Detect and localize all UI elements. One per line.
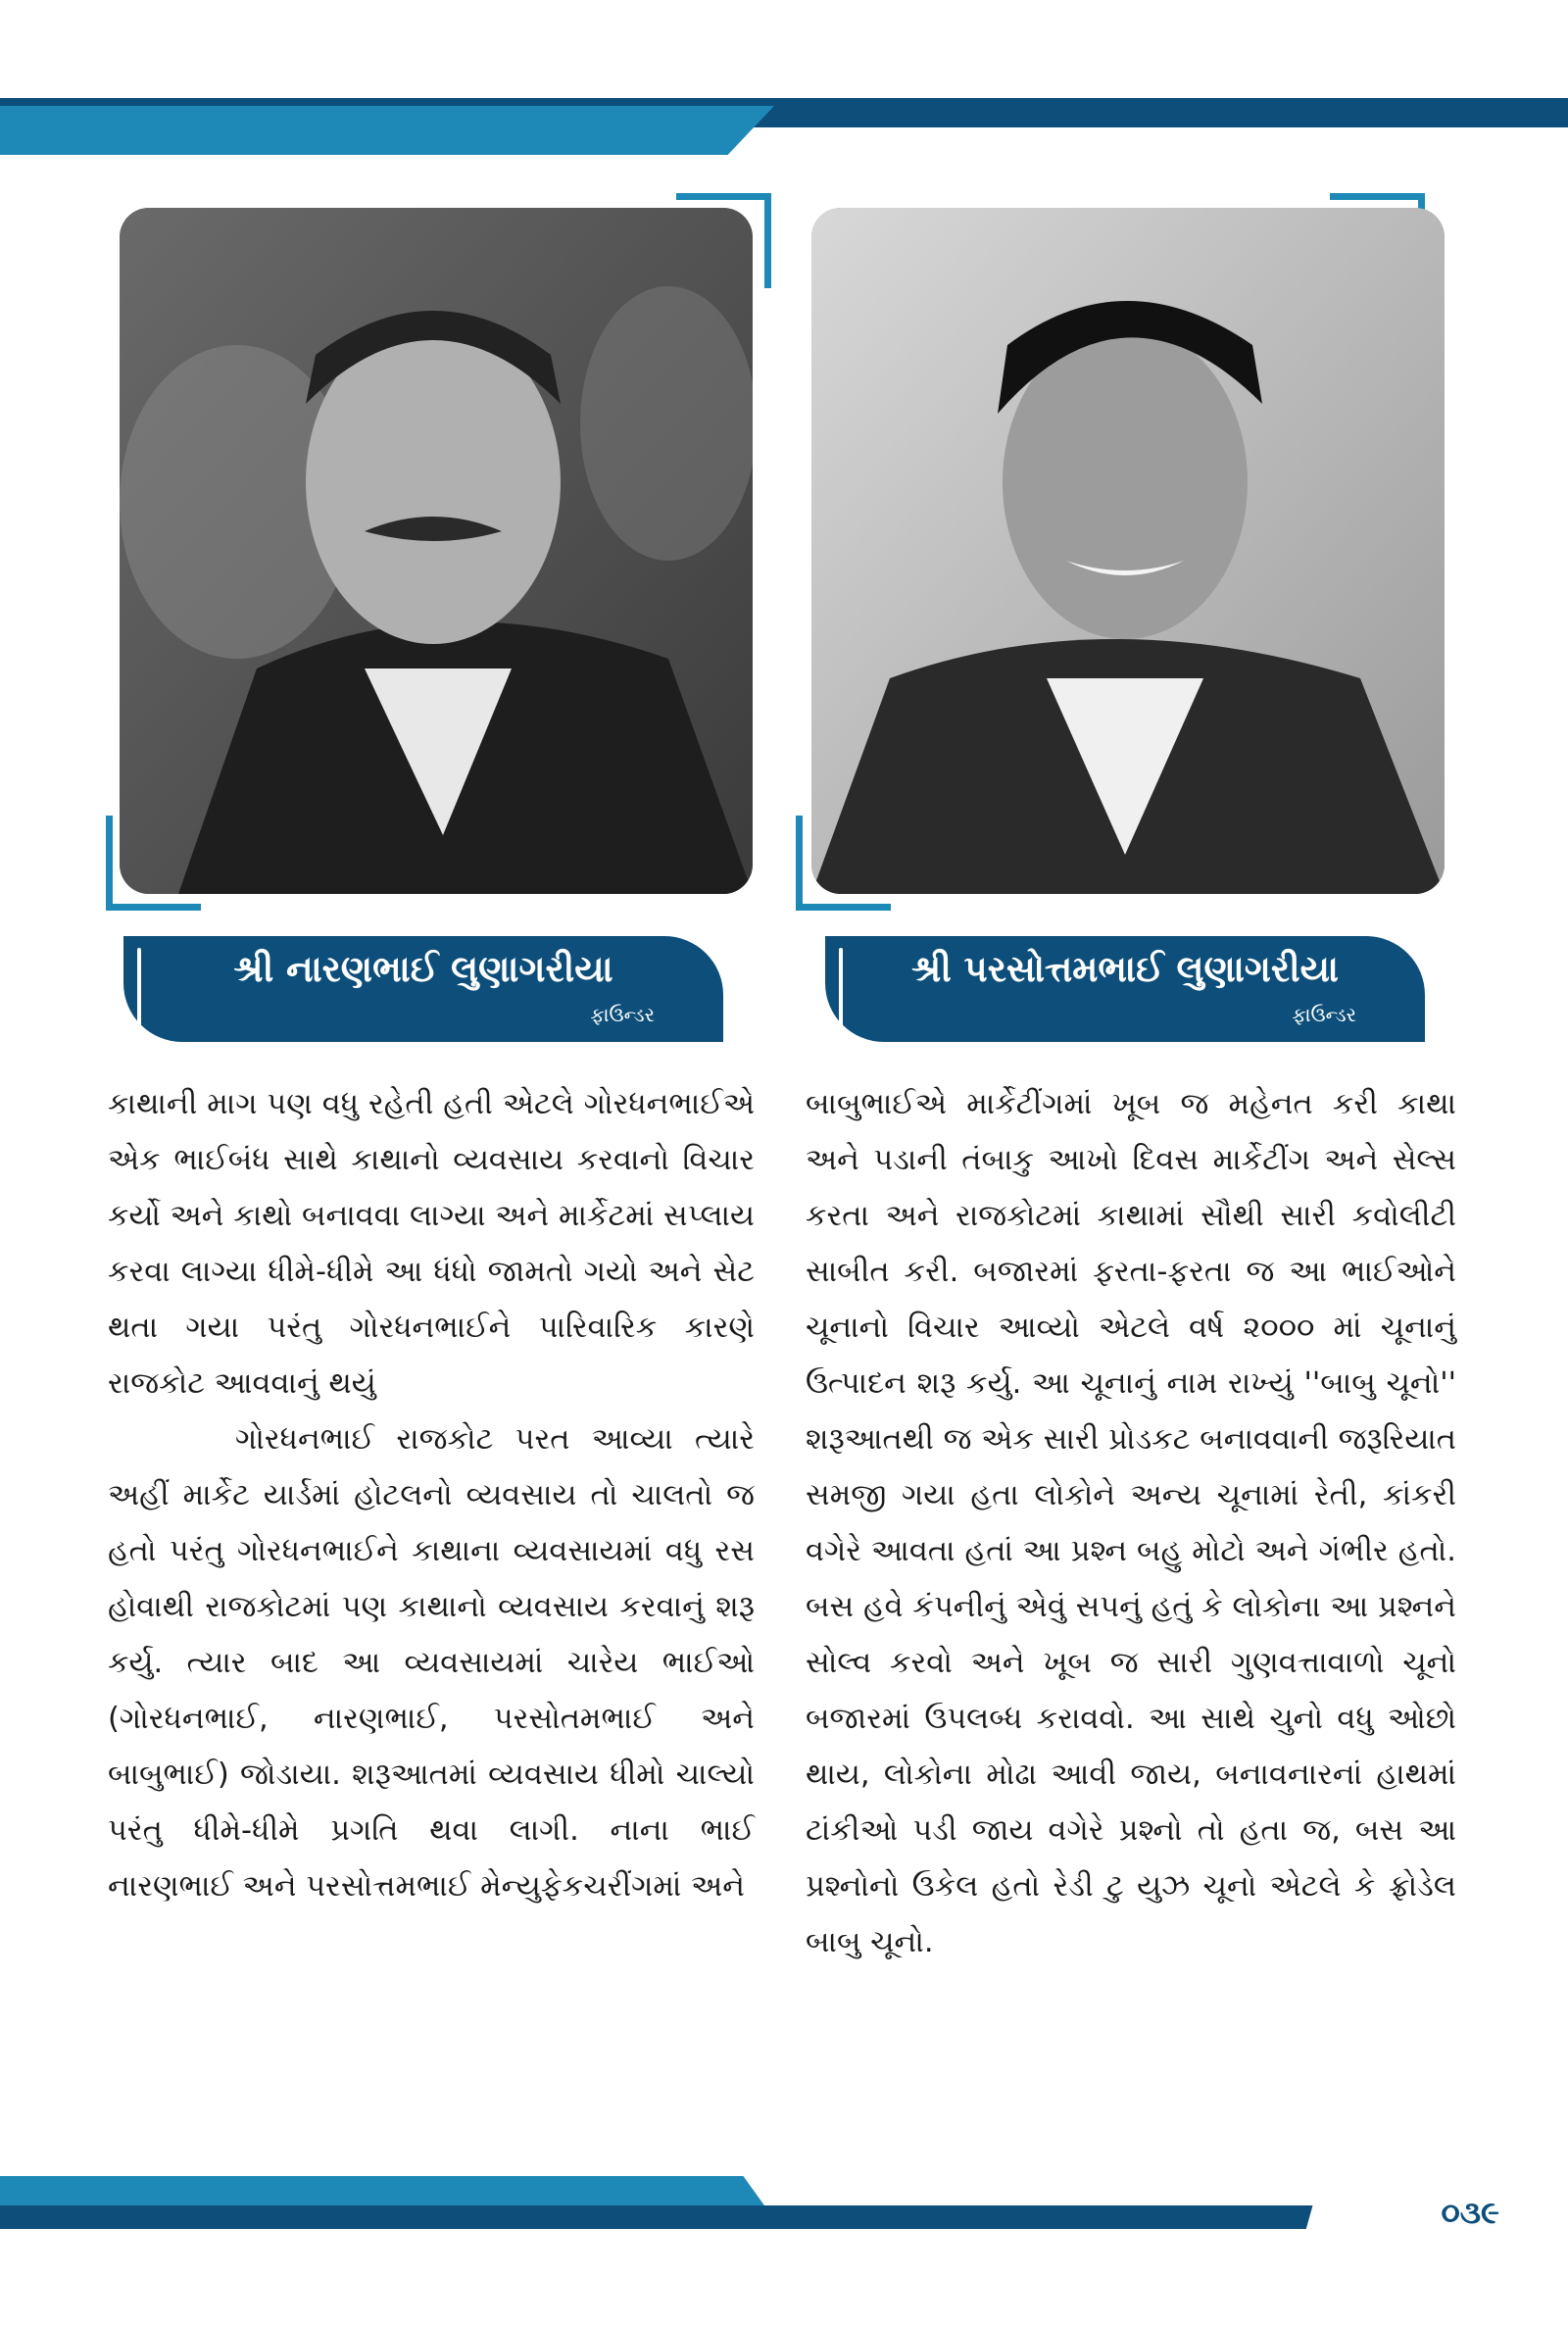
profile-name-box-left — [123, 936, 723, 1042]
profile-name: શ્રી પરસોત્તમભાઈ લુણાગરીયા — [911, 948, 1339, 990]
portrait-photo-narnbhai — [120, 208, 753, 894]
portrait-photo-parsottambhai — [811, 208, 1445, 894]
top-bar-light — [0, 106, 774, 155]
profile-role: ફાઉન્ડર — [590, 1003, 655, 1026]
profile-name-box-right — [825, 936, 1425, 1042]
left-text-column — [108, 1076, 755, 1914]
paragraph: બાબુભાઈએ માર્કેટીંગમાં ખૂબ જ મહેનત કરી કાથા અને પડાની તંબાકુ આખો દિવસ માર્કેટીંગ અને સેલ્સ કરતા અને રાજકોટમાં કાથામાં સૌથી સારી કવોલીટી સાબીત કરી. બજારમાં ફરતા-ફરતા જ આ ભાઈઓને ચૂનાનો વિચાર આવ્યો એટલે વર્ષ ૨૦૦૦ માં ચૂનાનું ઉત્પાદન શરૂ કર્યુ. આ ચૂનાનું નામ રાખ્યું ''બાબુ ચૂનો'' શરૂઆતથી જ એક સારી પ્રોડકટ બનાવવાની જરૂરિયાત સમજી ગયા હતા લોકોને અન્ય ચૂનામાં રેતી, કાંકરી વગેરે આવતા હતાં આ પ્રશ્ન બહુ મોટો અને ગંભીર હતો. બસ હવે કંપનીનું એવું સપનું હતું કે લોકોના આ પ્રશ્નને સોલ્વ કરવો અને ખૂબ જ સારી ગુણવત્તાવાળો ચૂનો બજારમાં ઉપલબ્ધ કરાવવો. આ સાથે ચુનો વધુ ઓછો થાય, લોકોના મોઢા આવી જાય, બનાવનારનાં હાથમાં ટાંકીઓ પડી જાય વગેરે પ્રશ્નો તો હતા જ, બસ આ પ્રશ્નોનો ઉકેલ હતો રેડી ટુ યુઝ ચૂનો એટલે કે ફ્રોડેલ બાબુ ચૂનો. — [806, 1087, 1456, 1959]
paragraph: ગોરધનભાઈ રાજકોટ પરત આવ્યા ત્યારે અહીં માર્કેટ યાર્ડમાં હોટલનો વ્યવસાય તો ચાલતો જ હતો પરંતુ ગોરધનભાઈને કાથાના વ્યવસાયમાં વધુ રસ હોવાથી રાજકોટમાં પણ કાથાનો વ્યવસાય કરવાનું શરૂ કર્યુ. ત્યાર બાદ આ વ્યવસાયમાં ચારેય ભાઈઓ (ગોરધનભાઈ, નારણભાઈ, પરસોતમભાઈ અને બાબુભાઈ) જોડાયા. શરૂઆતમાં વ્યવસાય ધીમો ચાલ્યો પરંતુ ધીમે-ધીમે પ્રગતિ થવા લાગી. નાના ભાઈ નારણભાઈ અને પરસોત્તમભાઈ મેન્યુફેકચરીંગમાં અને — [108, 1422, 755, 1904]
profile-role: ફાઉન્ડર — [1292, 1003, 1356, 1026]
right-text-column — [806, 1076, 1456, 1970]
portrait-photo-icon — [120, 208, 753, 894]
paragraph: કાથાની માગ પણ વધુ રહેતી હતી એટલે ગોરધનભાઈએ એક ભાઈબંધ સાથે કાથાનો વ્યવસાય કરવાનો વિચાર કર્યો અને કાથો બનાવવા લાગ્યા અને માર્કેટમાં સપ્લાય કરવા લાગ્યા ધીમે-ધીમે આ ધંધો જામતો ગયો અને સેટ થતા ગયા પરંતુ ગોરધનભાઈને પારિવારિક કારણે રાજકોટ આવવાનું થયું — [108, 1087, 755, 1401]
profile-name: શ્રી નારણભાઈ લુણાગરીયા — [233, 948, 613, 990]
page-number-bg — [1303, 2182, 1568, 2239]
page-number: ૦૩૯ — [1441, 2194, 1499, 2231]
portrait-photo-icon — [811, 208, 1445, 894]
